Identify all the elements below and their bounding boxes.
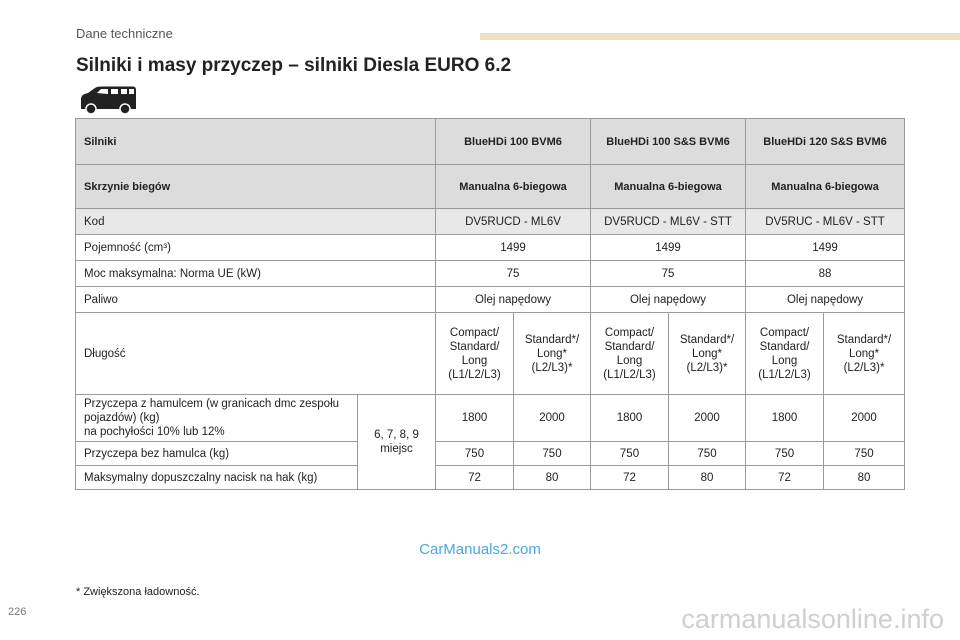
engine-name: BlueHDi 120 S&S BVM6 [746,119,905,165]
hitch-load-value: 80 [824,466,905,490]
length-variant: Standard*/ Long* (L2/L3)* [514,313,591,395]
braked-trailer-value: 2000 [824,395,905,442]
braked-trailer-value: 1800 [436,395,514,442]
braked-trailer-label: Przyczepa z hamulcem (w granicach dmc zespołu pojazdów) (kg) na pochyłości 10% lub 12% [76,395,358,442]
gearbox-value: Manualna 6-biegowa [746,165,905,209]
displacement-value: 1499 [591,235,746,261]
code-value: DV5RUC - ML6V - STT [746,209,905,235]
van-icon [78,84,138,116]
length-variant: Standard*/ Long* (L2/L3)* [824,313,905,395]
hitch-load-value: 72 [746,466,824,490]
gearbox-value: Manualna 6-biegowa [591,165,746,209]
fuel-value: Olej napędowy [436,287,591,313]
hitch-load-value: 80 [514,466,591,490]
table-row-braked-trailer [76,395,905,442]
braked-trailer-value: 2000 [514,395,591,442]
hitch-load-value: 72 [591,466,669,490]
hitch-load-label: Maksymalny dopuszczalny nacisk na hak (kg) [76,466,358,490]
page-number: 226 [8,606,27,618]
displacement-value: 1499 [746,235,905,261]
braked-trailer-value: 2000 [669,395,746,442]
table-row-fuel [76,287,905,313]
table-row-hitch-load [76,466,905,490]
engine-name: BlueHDi 100 S&S BVM6 [591,119,746,165]
table-row-code [76,209,905,235]
table-row-length [76,313,905,395]
power-label: Moc maksymalna: Norma UE (kW) [76,261,436,287]
length-variant: Compact/ Standard/ Long (L1/L2/L3) [591,313,669,395]
footer-watermark: carmanualsonline.info [681,604,944,634]
engine-name: BlueHDi 100 BVM6 [436,119,591,165]
fuel-value: Olej napędowy [746,287,905,313]
unbraked-trailer-value: 750 [746,442,824,466]
displacement-value: 1499 [436,235,591,261]
code-value: DV5RUCD - ML6V - STT [591,209,746,235]
unbraked-trailer-label: Przyczepa bez hamulca (kg) [76,442,358,466]
power-value: 75 [591,261,746,287]
engines-label: Silniki [76,119,436,165]
hitch-load-value: 72 [436,466,514,490]
length-variant: Compact/ Standard/ Long (L1/L2/L3) [436,313,514,395]
unbraked-trailer-value: 750 [514,442,591,466]
engine-spec-table [75,118,905,490]
footnote: * Zwiększona ładowność. [76,586,200,598]
unbraked-trailer-value: 750 [591,442,669,466]
displacement-label: Pojemność (cm³) [76,235,436,261]
unbraked-trailer-value: 750 [669,442,746,466]
code-value: DV5RUCD - ML6V [436,209,591,235]
gearbox-label: Skrzynie biegów [76,165,436,209]
seats-value: 6, 7, 8, 9 miejsc [358,395,436,490]
watermark-link[interactable]: CarManuals2.com [419,541,541,558]
braked-trailer-value: 1800 [746,395,824,442]
code-label: Kod [76,209,436,235]
length-label: Długość [76,313,436,395]
power-value: 88 [746,261,905,287]
length-variant: Compact/ Standard/ Long (L1/L2/L3) [746,313,824,395]
length-variant: Standard*/ Long* (L2/L3)* [669,313,746,395]
table-row-gearbox [76,165,905,209]
power-value: 75 [436,261,591,287]
unbraked-trailer-value: 750 [436,442,514,466]
section-bar [480,33,960,40]
fuel-label: Paliwo [76,287,436,313]
braked-trailer-value: 1800 [591,395,669,442]
section-label: Dane techniczne [76,26,173,41]
table-row-displacement [76,235,905,261]
table-row-engines [76,119,905,165]
unbraked-trailer-value: 750 [824,442,905,466]
table-row-power [76,261,905,287]
fuel-value: Olej napędowy [591,287,746,313]
gearbox-value: Manualna 6-biegowa [436,165,591,209]
page-title: Silniki i masy przyczep – silniki Diesla EURO 6.2 [76,55,512,76]
hitch-load-value: 80 [669,466,746,490]
table-row-unbraked-trailer [76,442,905,466]
